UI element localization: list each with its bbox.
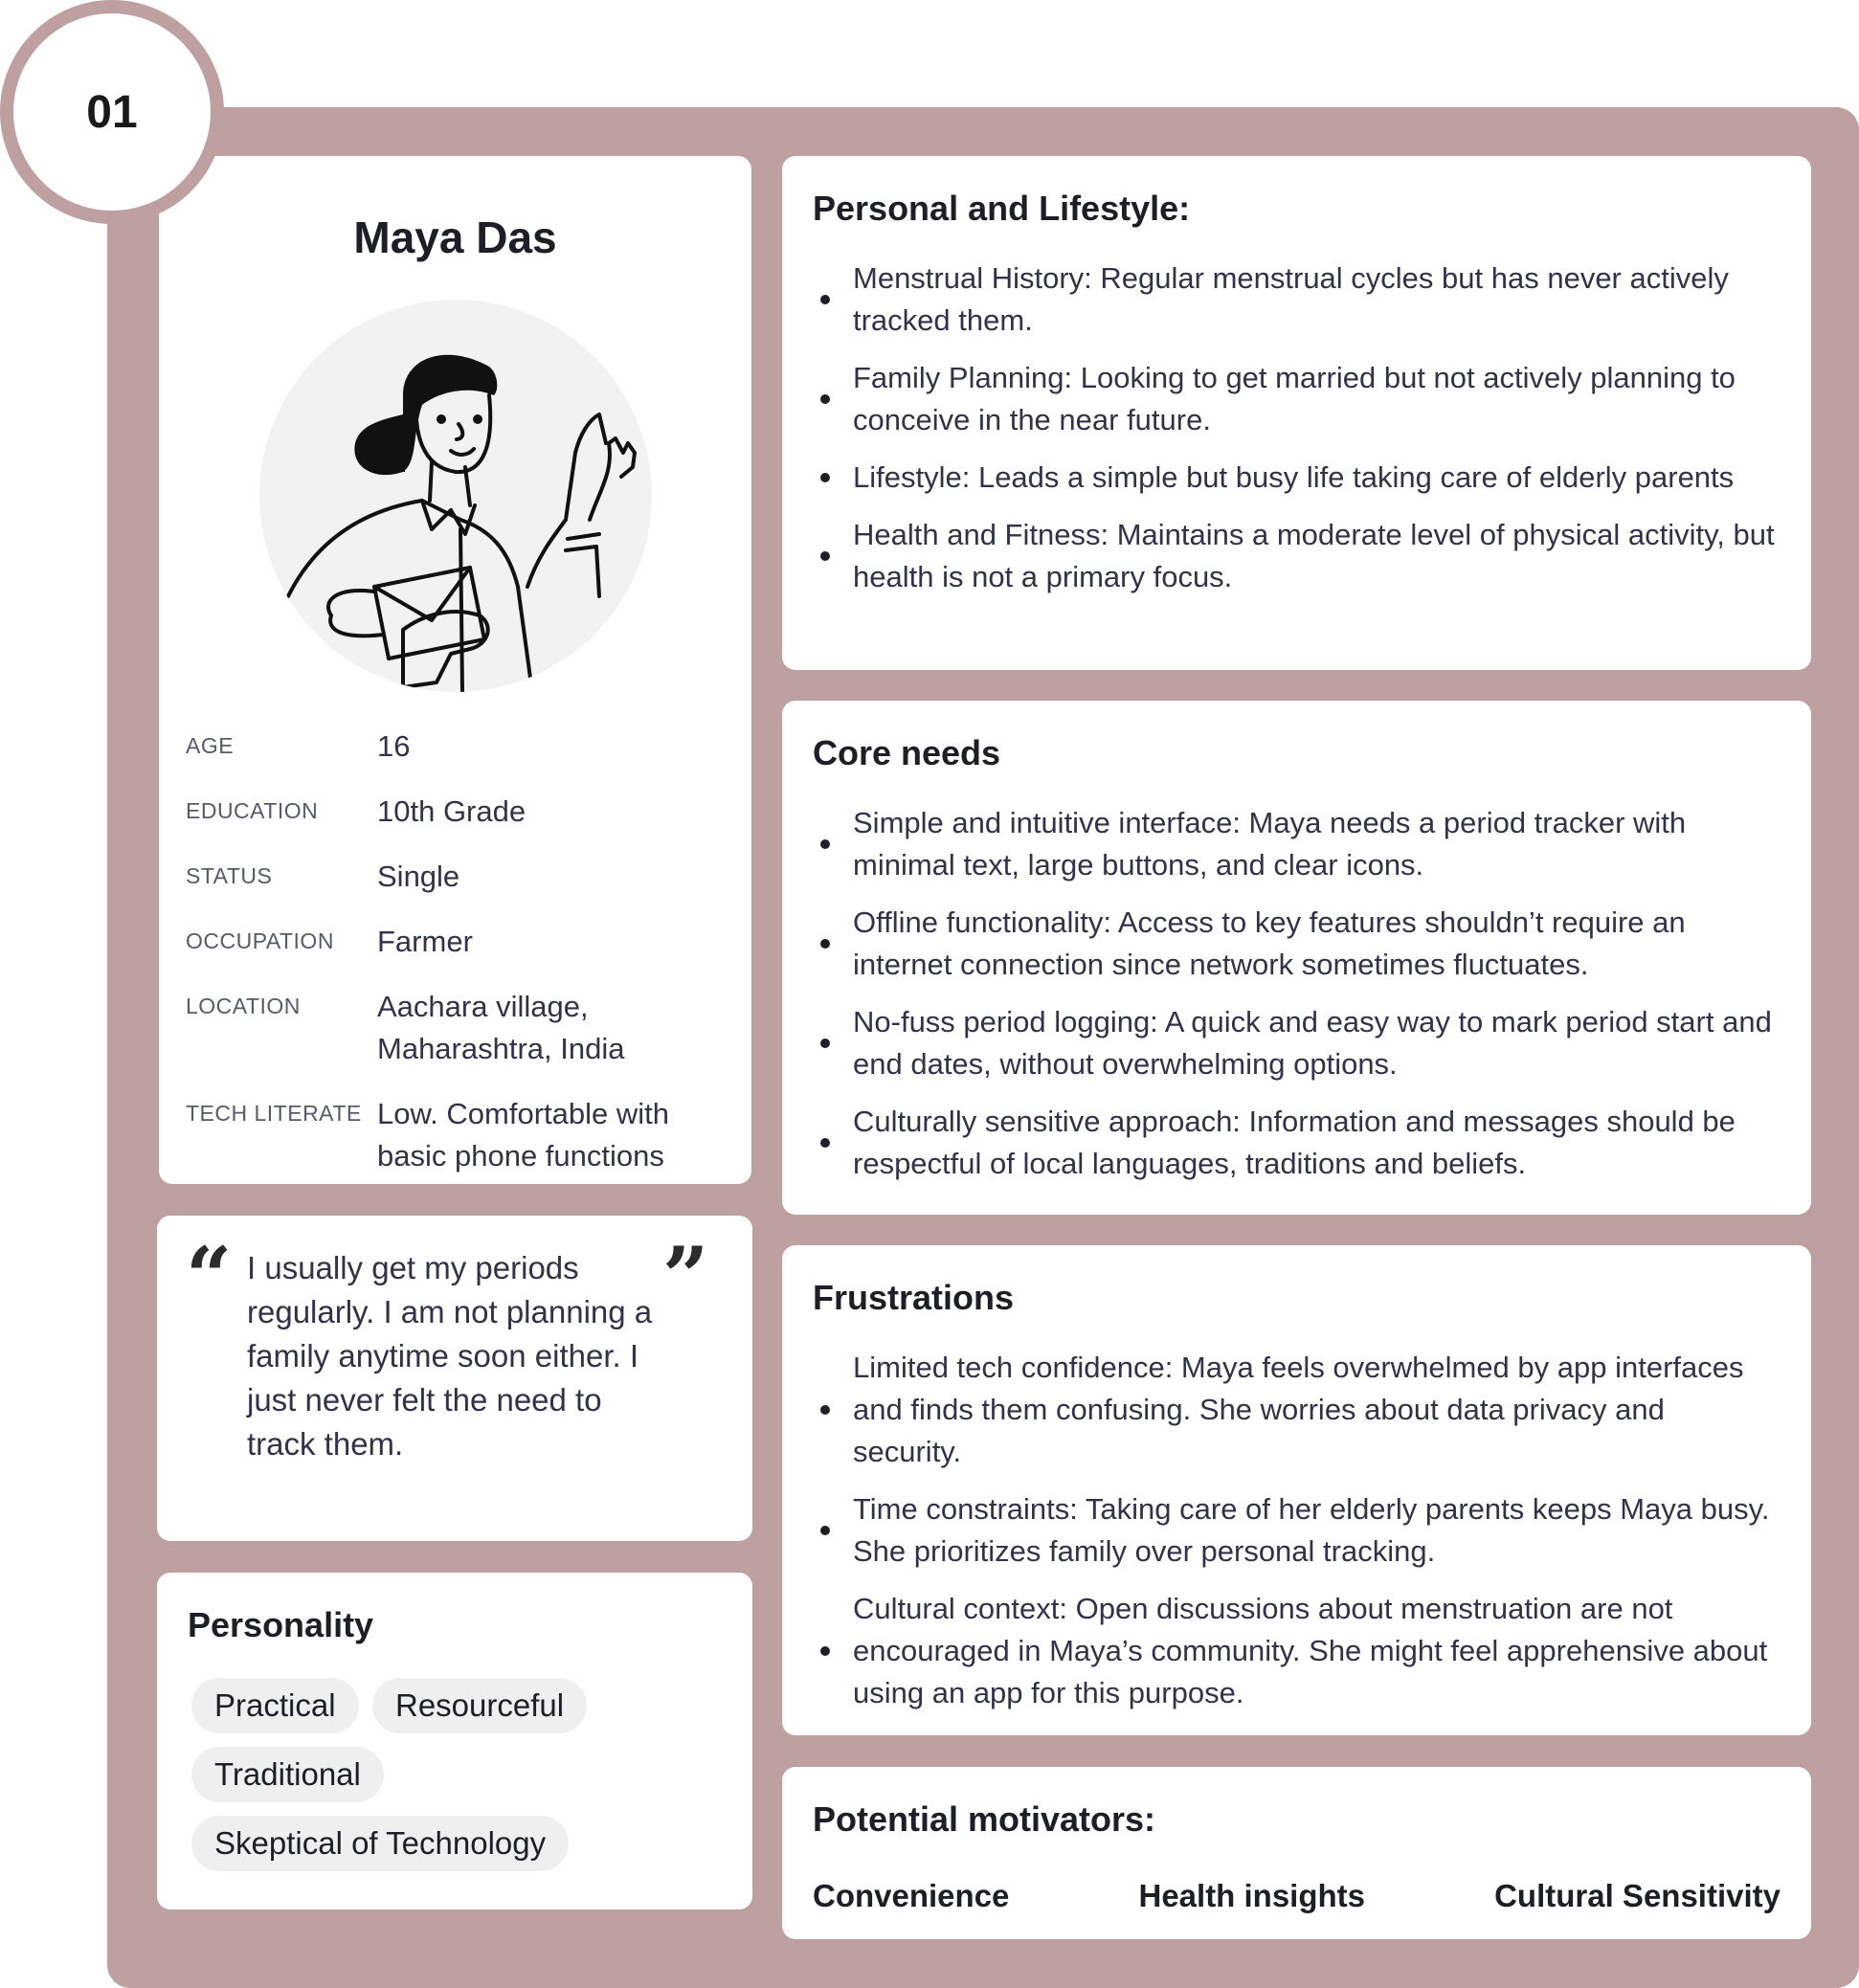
list-item: Cultural context: Open discussions about menstruation are not encouraged in Maya’s community. She might feel apprehensive about using an app for this purpose. — [813, 1588, 1781, 1714]
profile-card — [159, 156, 751, 1184]
trait-tag: Resourceful — [372, 1678, 587, 1733]
woman-illustration-icon — [259, 300, 652, 692]
fact-value: 10th Grade — [377, 794, 526, 828]
persona-number-badge: 01 — [0, 0, 224, 224]
personality-title: Personality — [188, 1605, 374, 1644]
close-quote-icon: ” — [662, 1229, 709, 1324]
personality-card — [157, 1573, 752, 1910]
motivator-list — [813, 1878, 1781, 1914]
fact-occupation — [186, 921, 741, 963]
fact-label: STATUS — [186, 863, 273, 888]
core-needs-card — [782, 701, 1811, 1215]
motivator-item: Health insights — [1138, 1878, 1366, 1913]
fact-label: EDUCATION — [186, 798, 319, 823]
list-item: Limited tech confidence: Maya feels overwhelmed by app interfaces and finds them confusing. She worries about data privacy and security. — [813, 1347, 1781, 1473]
list-item: Offline functionality: Access to key features shouldn’t require an internet connection since network sometimes fluctuates. — [813, 902, 1781, 986]
trait-tag: Traditional — [191, 1747, 384, 1802]
fact-age — [186, 726, 741, 768]
motivator-item: Convenience — [813, 1878, 1010, 1913]
profile-facts — [186, 726, 741, 1200]
trait-tag: Skeptical of Technology — [191, 1816, 569, 1871]
persona-avatar — [259, 300, 652, 692]
personal-lifestyle-card — [782, 156, 1811, 670]
fact-education — [186, 791, 741, 833]
section-title: Personal and Lifestyle: — [813, 189, 1191, 228]
trait-tag: Practical — [191, 1678, 359, 1733]
frustrations-card — [782, 1245, 1811, 1735]
fact-label: LOCATION — [186, 994, 301, 1018]
list-item: Time constraints: Taking care of her elderly parents keeps Maya busy. She prioritizes family over personal tracking. — [813, 1488, 1781, 1573]
section-title: Frustrations — [813, 1278, 1015, 1317]
persona-name: Maya Das — [353, 212, 557, 262]
fact-value: Aachara village, Maharashtra, India — [377, 990, 625, 1065]
fact-value: Farmer — [377, 925, 473, 958]
personality-tags — [191, 1678, 728, 1885]
bullet-list — [813, 802, 1781, 1185]
quote-card — [157, 1216, 752, 1541]
list-item: Menstrual History: Regular menstrual cycles but has never actively tracked them. — [813, 257, 1781, 342]
fact-status — [186, 856, 741, 898]
section-title: Potential motivators: — [813, 1799, 1156, 1839]
quote-text: I usually get my periods regularly. I am not planning a family anytime soon either. I just never felt the need to track them. — [247, 1250, 653, 1462]
fact-location — [186, 986, 741, 1070]
bullet-list — [813, 257, 1781, 598]
fact-value: 16 — [377, 729, 411, 763]
motivator-item: Cultural Sensitivity — [1494, 1878, 1781, 1913]
fact-value: Low. Comfortable with basic phone functions — [377, 1097, 669, 1173]
section-title: Core needs — [813, 733, 1001, 772]
fact-label: OCCUPATION — [186, 928, 334, 953]
fact-label: TECH LITERATE — [186, 1101, 362, 1126]
fact-value: Single — [377, 860, 460, 893]
list-item: Culturally sensitive approach: Information and messages should be respectful of local languages, traditions and beliefs. — [813, 1101, 1781, 1185]
fact-label: AGE — [186, 733, 235, 758]
list-item: Simple and intuitive interface: Maya needs a period tracker with minimal text, large buttons, and clear icons. — [813, 802, 1781, 886]
list-item: Family Planning: Looking to get married but not actively planning to conceive in the near future. — [813, 357, 1781, 441]
list-item: Lifestyle: Leads a simple but busy life taking care of elderly parents — [813, 457, 1781, 499]
motivators-card — [782, 1767, 1811, 1939]
bullet-list — [813, 1347, 1781, 1714]
list-item: No-fuss period logging: A quick and easy way to mark period start and end dates, without overwhelming options. — [813, 1001, 1781, 1085]
list-item: Health and Fitness: Maintains a moderate level of physical activity, but health is not a primary focus. — [813, 514, 1781, 598]
fact-tech-literate — [186, 1093, 741, 1177]
open-quote-icon: “ — [186, 1229, 233, 1324]
